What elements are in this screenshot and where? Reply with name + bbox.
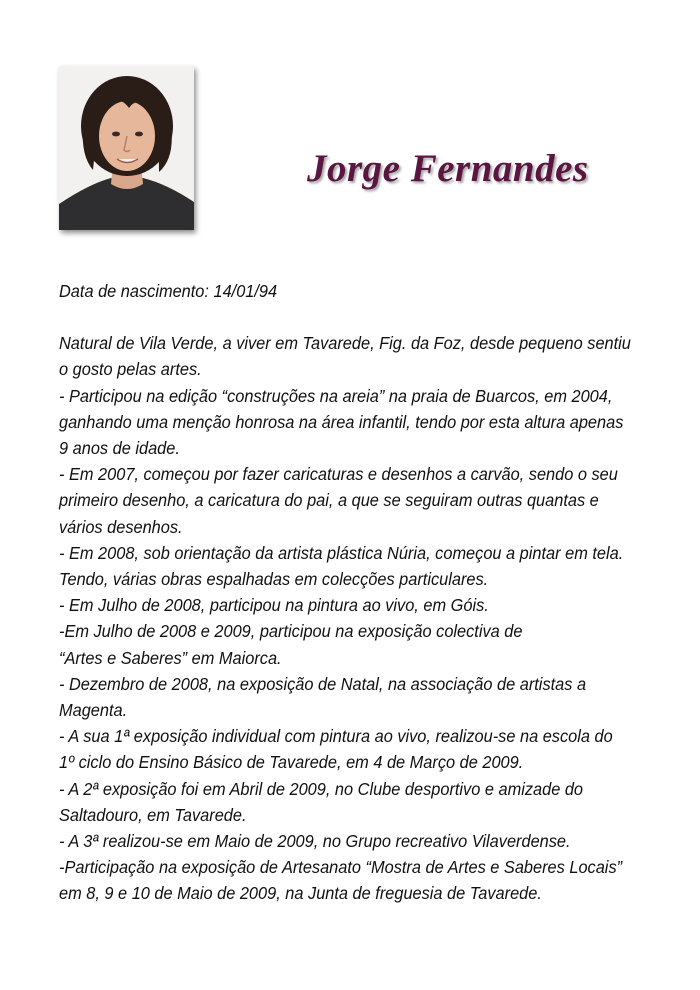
bio-line: - Em 2008, sob orientação da artista plástica Núria, começou a pintar em tela. [59, 542, 624, 563]
bio-line: - Dezembro de 2008, na exposição de Natal, na associação de artistas a [59, 673, 587, 694]
bio-line: “Artes e Saberes” em Maiorca. [59, 647, 282, 668]
bio-line: o gosto pelas artes. [59, 359, 202, 380]
portrait-photo [59, 66, 194, 230]
bio-line: - Em 2007, começou por fazer caricaturas e desenhos a carvão, sendo o seu [59, 464, 618, 485]
bio-line: 1º ciclo do Ensino Básico de Tavarede, em 4 de Março de 2009. [59, 752, 524, 773]
bio-line: -Em Julho de 2008 e 2009, participou na exposição colectiva de [59, 621, 523, 642]
bio-line: - Em Julho de 2008, participou na pintura ao vivo, em Góis. [59, 595, 489, 616]
bio-line: primeiro desenho, a caricatura do pai, a que se seguiram outras quantas e [59, 490, 599, 511]
person-name: Jorge Fernandes [307, 147, 589, 190]
bio-line: - A 2ª exposição foi em Abril de 2009, no Clube desportivo e amizade do [59, 778, 584, 799]
bio-line: vários desenhos. [59, 516, 183, 537]
bio-line: Magenta. [59, 700, 128, 721]
bio-line: ganhando uma menção honrosa na área infantil, tendo por esta altura apenas [59, 411, 624, 432]
bio-line: Tendo, várias obras espalhadas em colecções particulares. [59, 569, 489, 590]
birth-date: Data de nascimento: 14/01/94 [59, 281, 278, 301]
bio-line: 9 anos de idade. [59, 438, 180, 459]
biography [59, 278, 657, 907]
bio-line: Saltadouro, em Tavarede. [59, 804, 247, 825]
bio-line: - A 3ª realizou-se em Maio de 2009, no Grupo recreativo Vilaverdense. [59, 831, 571, 852]
bio-line: - Participou na edição “construções na areia” na praia de Buarcos, em 2004, [59, 385, 613, 406]
bio-line: -Participação na exposição de Artesanato “Mostra de Artes e Saberes Locais” [59, 857, 623, 878]
bio-line: Natural de Vila Verde, a viver em Tavarede, Fig. da Foz, desde pequeno sentiu [59, 333, 631, 354]
bio-line: - A sua 1ª exposição individual com pintura ao vivo, realizou-se na escola do [59, 726, 613, 747]
bio-line: em 8, 9 e 10 de Maio de 2009, na Junta de freguesia de Tavarede. [59, 883, 542, 904]
portrait-illustration [59, 66, 194, 230]
